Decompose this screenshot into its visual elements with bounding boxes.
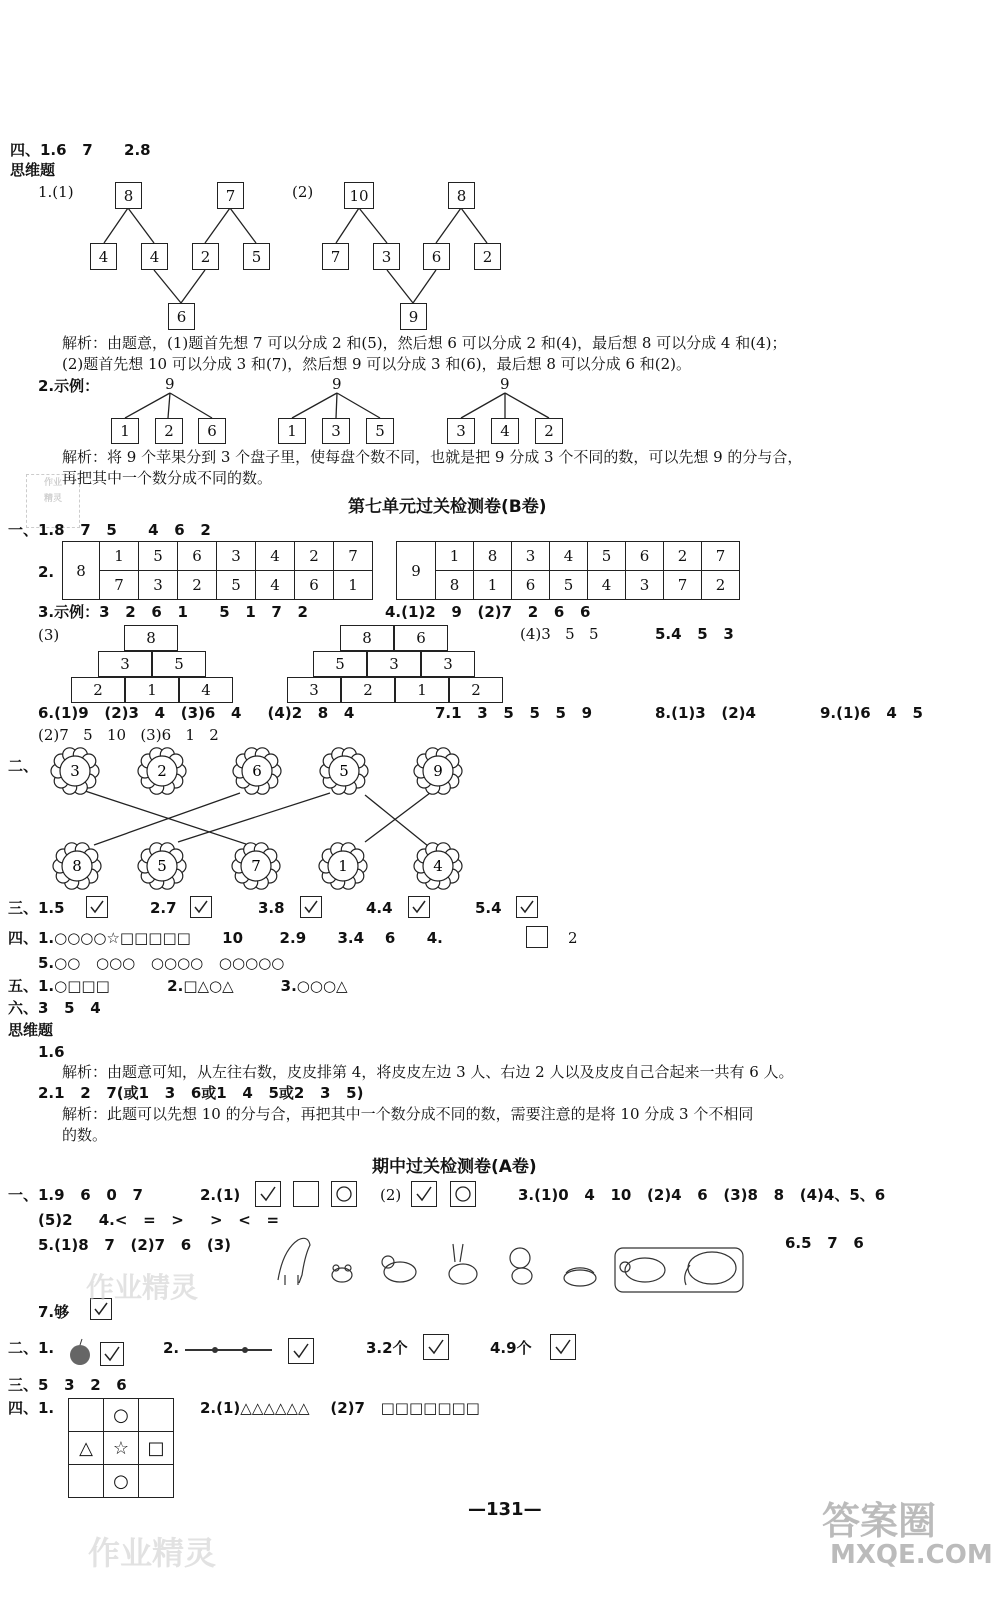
a-q4: (5)2 4.< = > > < = [38,1211,280,1229]
split-box: 3 [447,418,475,444]
b-jx1: 解析：由题意可知，从左往右数，皮皮排第 4，将皮皮左边 3 人、右边 2 人以及皮皮自己合起来一共有 6 人。 [62,1063,794,1081]
tree1-top1: 8 [115,182,142,209]
q2-label: 2.示例： [38,377,100,395]
grid-cell: □ [139,1432,174,1465]
b-jx2: 解析：此题可以先想 10 的分与合，再把其中一个数分成不同的数，需要注意的是将 10 分成 3 个不相同 [62,1105,754,1123]
watermark-text: 作业精灵 [86,1271,199,1304]
cell: 3 [139,571,178,600]
svg-text:7: 7 [251,857,261,875]
grid-cell [69,1399,104,1432]
tree2-mid: 7 [322,243,349,270]
cell: 6 [295,571,334,600]
pyramid-cell: 3 [98,651,152,677]
b-san-1: 三、1.5 [8,899,65,917]
svg-text:8: 8 [72,857,82,875]
table-head: 9 [397,542,436,600]
a-er1: 二、1. [8,1339,55,1357]
cell: 3 [217,542,256,571]
cell: 1 [436,542,474,571]
grid-cell [69,1465,104,1498]
q1-label-b: (2) [292,183,314,201]
split-box: 2 [535,418,563,444]
grid-cell: ○ [104,1465,139,1498]
cell: 1 [474,571,512,600]
tree1-mid: 2 [192,243,219,270]
a-q3: 3.(1)0 4 10 (2)4 6 (3)8 8 (4)4、5、6 [518,1186,886,1204]
pyramid-cell: 1 [395,677,449,703]
b-san-3: 3.8 [258,899,285,917]
pyramid-cell: 2 [341,677,395,703]
pyramid-cell: 5 [152,651,206,677]
grid-cell [139,1465,174,1498]
b-liu: 六、3 5 4 [8,999,101,1017]
nine-a: 9 [165,375,175,393]
a-san: 三、5 3 2 6 [8,1376,127,1394]
cell: 7 [334,542,373,571]
nine-c: 9 [500,375,510,393]
cell: 1 [334,571,373,600]
cell: 2 [178,571,217,600]
a-q2b: (2) [380,1186,402,1204]
svg-text:9: 9 [433,762,443,780]
cell: 6 [626,542,664,571]
a-q1: 一、1.9 6 0 7 [8,1186,143,1204]
a-er3: 3.2个 [366,1339,408,1357]
svg-text:3: 3 [70,762,80,780]
cell: 6 [178,542,217,571]
pyramid-cell: 6 [394,625,448,651]
pyramid-cell: 3 [367,651,421,677]
a-q2: 2.(1) [200,1186,241,1204]
split-box: 2 [155,418,183,444]
cell: 4 [256,571,295,600]
b-si-1: 四、1.○○○○☆□□□□□ 10 2.9 3.4 6 4. [8,929,443,947]
pyramid-cell: 8 [340,625,394,651]
tree2-top1: 10 [344,182,374,209]
b-q6: 6.(1)9 (2)3 4 (3)6 4 (4)2 8 4 [38,704,355,722]
tree2-top2: 8 [448,182,475,209]
check-box [423,1334,449,1360]
pyramid-cell: 2 [71,677,125,703]
pyramid-cell: 3 [287,677,341,703]
svg-text:6: 6 [252,762,262,780]
tree1-top2: 7 [217,182,244,209]
b-q3: 3.示例：3 2 6 1 5 1 7 2 [38,603,308,621]
a-q6: 6.5 7 6 [785,1234,864,1252]
analysis-1a: 解析：由题意，(1)题首先想 7 可以分成 2 和(5)，然后想 6 可以分成 2 和(4)，最后想 8 可以分成 4 和(4)； [62,334,787,352]
cell: 5 [588,542,626,571]
cell: 2 [664,542,702,571]
cell: 3 [626,571,664,600]
b-san-4: 4.4 [366,899,393,917]
watermark-logo: 答案圈 [822,1499,937,1543]
check-box [288,1338,314,1364]
line-si-1: 四、1.6 7 2.8 [10,141,151,159]
svg-text:2: 2 [157,762,167,780]
watermark-site: MXQE.COM [830,1540,993,1570]
cell: 4 [588,571,626,600]
b-q4-sub: (4)3 5 5 [520,625,599,643]
pyramid-cell: 8 [124,625,178,651]
tree2-mid: 6 [423,243,450,270]
b-q1: 一、1.8 7 5 4 6 2 [8,521,211,539]
watermark-text: 作业精灵 [88,1534,217,1572]
tree1-mid: 4 [90,243,117,270]
heading-siwei: 思维题 [10,161,56,179]
nine-b: 9 [332,375,342,393]
b-q9: 9.(1)6 4 5 [820,704,923,722]
tree1-bottom: 6 [168,303,195,330]
cell: 7 [664,571,702,600]
analysis-2b: 再把其中一个数分成不同的数。 [62,469,273,487]
b-q3-sub: (3) [38,626,60,644]
b-san-5: 5.4 [475,899,502,917]
split-box: 1 [111,418,139,444]
tree1-mid: 5 [243,243,270,270]
shape-grid [68,1398,174,1498]
cell: 5 [217,571,256,600]
grid-cell [139,1399,174,1432]
cell: 3 [512,542,550,571]
a-si2: 2.(1)△△△△△△ (2)7 □□□□□□□ [200,1399,480,1417]
b-q7: 7.1 3 5 5 5 9 [435,704,593,722]
cell: 5 [550,571,588,600]
check-box [550,1334,576,1360]
split-box: 3 [322,418,350,444]
pyramid-cell: 2 [449,677,503,703]
cell: 7 [100,571,139,600]
cell: 8 [436,571,474,600]
pyramid-cell: 5 [313,651,367,677]
a-er4: 4.9个 [490,1339,532,1357]
analysis-1b: (2)题首先想 10 可以分成 3 和(7)，然后想 9 可以分成 3 和(6)，最后想 8 可以分成 6 和(2)。 [62,355,692,373]
b-part2: 二、 [8,757,39,775]
tree2-bottom: 9 [400,303,427,330]
split-box: 5 [366,418,394,444]
svg-text:5: 5 [157,857,167,875]
b-q8: 8.(1)3 (2)4 [655,704,756,722]
b-q4: 4.(1)2 9 (2)7 2 6 6 [385,603,591,621]
table-head: 8 [63,542,100,600]
pyramid-cell: 3 [421,651,475,677]
stamp-logo: 作业 精灵 [26,474,80,528]
pyramid-cell: 1 [125,677,179,703]
b-wu: 五、1.○□□□ 2.□△○△ 3.○○○△ [8,977,348,995]
tree2-mid: 3 [373,243,400,270]
b-q5: 5.4 5 3 [655,625,734,643]
svg-text:1: 1 [338,857,348,875]
grid-cell: ○ [104,1399,139,1432]
page-number: —131— [468,1499,542,1520]
cell: 4 [550,542,588,571]
b-si-5: 5.○○ ○○○ ○○○○ ○○○○○ [38,954,285,972]
a-q7: 7.够 [38,1303,70,1321]
cell: 8 [474,542,512,571]
svg-text:4: 4 [433,857,443,875]
grid-cell: ☆ [104,1432,139,1465]
b-si-1b: 2 [568,929,578,947]
b-siwei: 思维题 [8,1021,54,1039]
a-er2: 2. [163,1339,180,1357]
q1-label-a: 1.(1) [38,183,74,201]
tree1-mid: 4 [141,243,168,270]
analysis-2a: 解析：将 9 个苹果分到 3 个盘子里，使每盘个数不同，也就是把 9 分成 3 个不同的数，可以先想 9 的分与合， [62,448,803,466]
b-q6-sub: (2)7 5 10 (3)6 1 2 [38,726,219,744]
split-box: 6 [198,418,226,444]
b-jx3: 的数。 [62,1126,108,1144]
section-title-a: 期中过关检测卷(A卷) [372,1157,537,1177]
cell: 6 [512,571,550,600]
cell: 7 [702,542,740,571]
cell: 1 [100,542,139,571]
cell: 2 [295,542,334,571]
grid-cell: △ [69,1432,104,1465]
svg-text:5: 5 [339,762,349,780]
section-title-b: 第七单元过关检测卷(B卷) [348,497,547,517]
a-q5: 5.(1)8 7 (2)7 6 (3) [38,1236,231,1254]
b-san-2: 2.7 [150,899,177,917]
cell: 5 [139,542,178,571]
b-a1: 1.6 [38,1043,65,1061]
b-q2-label: 2. [38,563,55,581]
cell: 2 [702,571,740,600]
split-box: 1 [278,418,306,444]
cell: 4 [256,542,295,571]
split-box: 4 [491,418,519,444]
a-si: 四、1. [8,1399,55,1417]
pyramid-cell: 4 [179,677,233,703]
b-a2: 2.1 2 7(或1 3 6或1 4 5或2 3 5) [38,1084,364,1102]
tree2-mid: 2 [474,243,501,270]
